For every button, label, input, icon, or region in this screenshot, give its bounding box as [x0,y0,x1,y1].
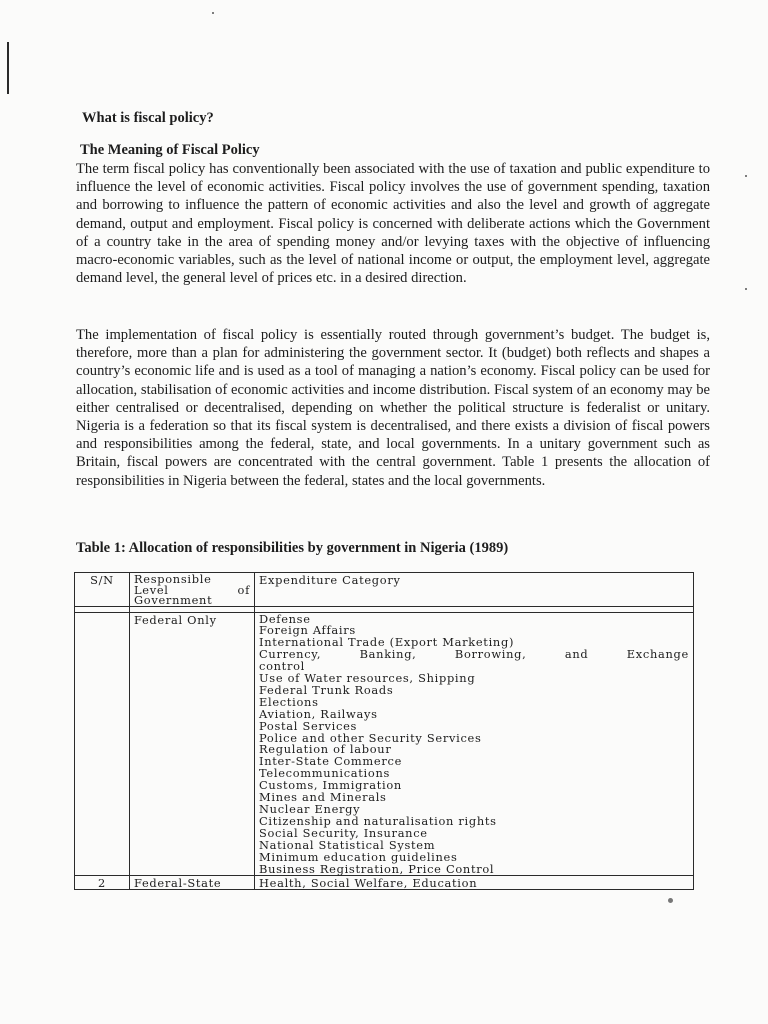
header-level-word: of [237,582,250,597]
category-item: Customs, Immigration [259,778,402,793]
cell-categories [255,612,694,876]
scan-speck [212,12,214,14]
category-item: Defense [259,611,311,626]
header-responsible-level [130,573,255,607]
allocation-table [74,572,694,890]
category-item: Regulation of labour [259,742,392,757]
cell-level: Federal-State [130,876,255,890]
table-header-row [75,573,694,607]
category-word: Currency, [259,647,322,662]
table-row [75,612,694,876]
table-title: Table 1: Allocation of responsibilities by government in Nigeria (1989) [76,540,509,556]
category-item: Nuclear Energy [259,802,361,816]
category-item: Elections [259,694,319,709]
category-item: National Statistical System [259,837,436,852]
scan-speck [745,175,747,177]
category-item [259,649,689,661]
paragraph-definition: The term fiscal policy has conventionally been associated with the use of taxation and public expenditure to influence the level of economic activities. Fiscal policy involves the use of government spending, taxation and borrowing to influence the pattern of economic activities and also the level and growth of aggregate demand, output and employment. Fiscal policy is concerned with deliberate actions which the Government of a country take in the area of spending money and/or levying taxes with the objective of influencing macro-economic variables, such as the level of national income or output, the employment level, aggregate demand level, the general level of prices etc. in a desired direction. [76,161,710,287]
category-item: Federal Trunk Roads [259,682,394,697]
category-item: Police and other Security Services [259,730,482,745]
scan-margin-mark [7,42,9,94]
category-item: Social Security, Insurance [259,825,428,840]
category-item: Inter-State Commerce [259,754,403,769]
paragraph-implementation: The implementation of fiscal policy is essentially routed through government’s budget. The budget is, therefore, more than a plan for administering the government sector. It (budget) both reflects and shapes a country’s economic life and is used as a tool of managing a nation’s economy. Fiscal policy can be used for allocation, stabilisation of economic activities and income distribution. Fiscal system of an economy may be either centralised or decentralised, depending on whether the political structure is federalist or unitary. Nigeria is a federation so that its fiscal system is decentralised, and there exists a division of fiscal powers and responsibilities among the federal, state, and local governments. In a unitary government such as Britain, fiscal powers are concentrated with the central government. Table 1 presents the allocation of responsibilities in Nigeria between the federal, states and the local governments. [76,327,710,489]
cell-level: Federal Only [130,612,255,876]
category-item: Foreign Affairs [259,623,356,638]
category-item: Telecommunications [259,766,391,781]
category-word: and [564,647,589,662]
cell-sn [75,612,130,876]
header-level-line: Government [134,593,213,607]
category-word: Exchange [626,647,689,662]
scan-speck [745,288,747,290]
scan-speck [668,898,673,903]
category-item: Postal Services [259,718,358,733]
header-level-line: Responsible [134,572,212,586]
cell-sn: 2 [75,876,130,890]
category-word: Banking, [359,647,417,662]
section-heading: The Meaning of Fiscal Policy [80,142,260,158]
category-word: Borrowing, [454,647,527,662]
question-heading: What is fiscal policy? [82,110,214,126]
header-level-word: Level [134,582,169,597]
category-item: Citizenship and naturalisation rights [259,813,497,828]
category-item: control [259,659,305,674]
category-item: Mines and Minerals [259,790,387,805]
category-item: Use of Water resources, Shipping [259,671,476,686]
header-sn: S/N [75,573,130,607]
category-item: Aviation, Railways [259,706,378,721]
category-item: Minimum education guidelines [259,849,458,864]
cell-categories: Health, Social Welfare, Education [255,876,694,890]
header-expenditure-category: Expenditure Category [255,573,694,607]
category-item: International Trade (Export Marketing) [259,635,515,650]
category-item: Business Registration, Price Control [259,861,495,876]
table-row [75,876,694,890]
